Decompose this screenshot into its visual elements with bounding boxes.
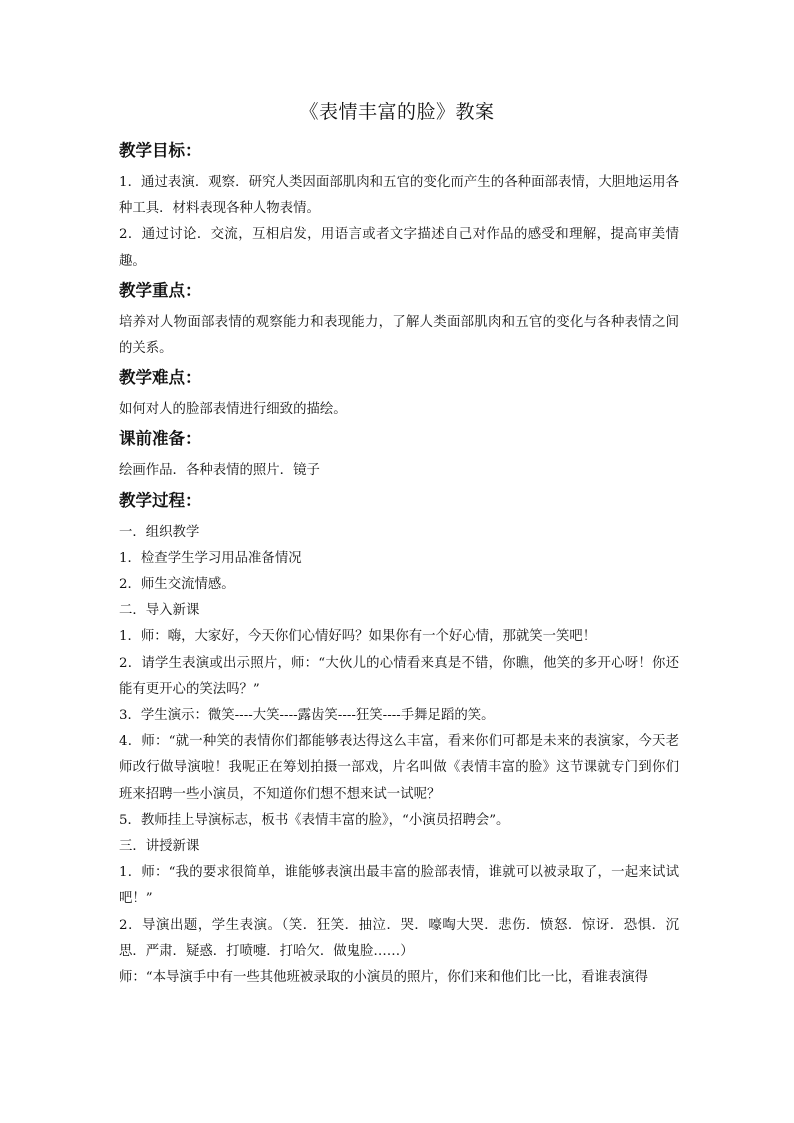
paragraph: 1．师：“我的要求很简单，谁能够表演出最丰富的脸部表情，谁就可以被录取了，一起来试试吧！” (119, 865, 679, 907)
paragraph: 2．请学生表演或出示照片，师：“大伙儿的心情看来真是不错，你瞧，他笑的多开心呀！你还能有更开心的笑法吗？” (119, 655, 679, 697)
paragraph: 1．检查学生学习用品准备情况 (119, 550, 302, 566)
paragraph: 师：“本导演手中有一些其他班被录取的小演员的照片，你们来和他们比一比，看谁表演得 (119, 970, 649, 986)
section-heading-difficulties: 教学难点： (119, 368, 202, 388)
paragraph: 3．学生演示：微笑----大笑----露齿笑----狂笑----手舞足蹈的笑。 (119, 708, 495, 724)
paragraph: 2．通过讨论．交流，互相启发，用语言或者文字描述自己对作品的感受和理解，提高审美情趣。 (119, 227, 679, 269)
section-heading-key-points: 教学重点： (119, 280, 202, 300)
paragraph: 1．师：嗨，大家好，今天你们心情好吗？如果你有一个好心情，那就笑一笑吧！ (119, 629, 597, 645)
section-heading-teaching-process: 教学过程： (119, 490, 202, 510)
section-heading-teaching-goals: 教学目标： (119, 141, 202, 160)
paragraph: 一．组织教学 (119, 524, 200, 540)
section-heading-preparation: 课前准备： (119, 429, 202, 449)
paragraph: 5．教师挂上导演标志，板书《表情丰富的脸》，“小演员招聘会”。 (119, 812, 510, 828)
paragraph: 2．师生交流情感。 (119, 577, 235, 593)
document-body (119, 136, 679, 991)
paragraph: 1．通过表演．观察．研究人类因面部肌肉和五官的变化而产生的各种面部表情，大胆地运用各种工具．材料表现各种人物表情。 (119, 175, 679, 217)
paragraph: 绘画作品．各种表情的照片．镜子 (119, 463, 320, 479)
paragraph: 2．导演出题，学生表演。（笑．狂笑．抽泣．哭．嚎啕大哭．悲伤．愤怒．惊讶．恐惧．沉思．严肃．疑惑．打喷嚏．打哈欠．做鬼脸……） (119, 917, 679, 959)
paragraph: 4．师：“就一种笑的表情你们都能够表达得这么丰富，看来你们可都是未来的表演家，今天老师改行做导演啦！我呢正在筹划拍摄一部戏，片名叫做《表情丰富的脸》这节课就专门到你们班来招聘一些小演员，不知道你们想不想来试一试呢？ (119, 734, 679, 802)
paragraph: 二．导入新课 (119, 603, 200, 619)
paragraph: 三．讲授新课 (119, 839, 200, 855)
document-title: 《表情丰富的脸》教案 (299, 101, 495, 123)
paragraph: 培养对人物面部表情的观察能力和表现能力，了解人类面部肌肉和五官的变化与各种表情之间的关系。 (119, 314, 679, 357)
paragraph: 如何对人的脸部表情进行细致的描绘。 (119, 402, 347, 418)
